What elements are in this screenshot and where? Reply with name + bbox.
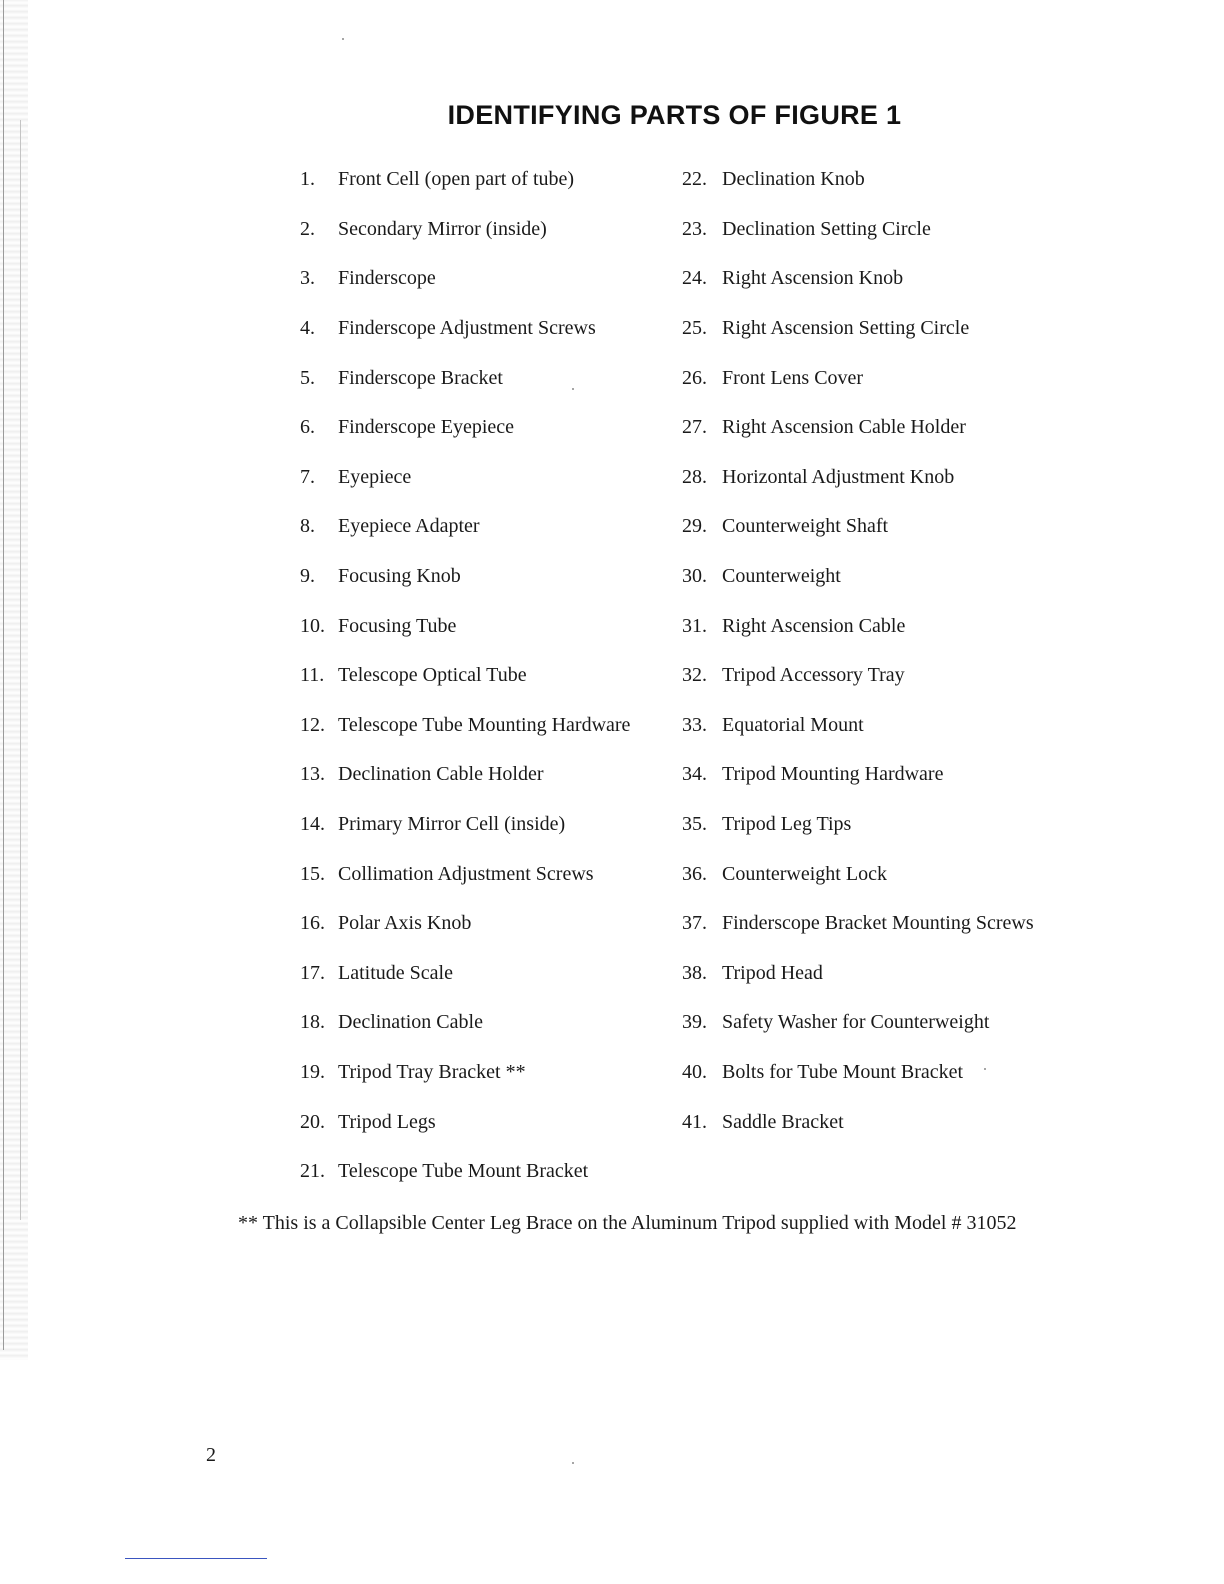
list-item xyxy=(300,601,670,651)
item-number: 2. xyxy=(300,217,315,240)
parts-list-right xyxy=(682,155,1082,1147)
list-item xyxy=(300,1097,670,1147)
bottom-rule xyxy=(125,1558,267,1559)
list-item xyxy=(300,552,670,602)
scan-speck xyxy=(342,38,344,40)
item-number: 29. xyxy=(682,515,707,538)
item-number: 36. xyxy=(682,862,707,885)
item-label: Safety Washer for Counterweight xyxy=(722,1011,990,1034)
item-number: 26. xyxy=(682,366,707,389)
item-label: Declination Setting Circle xyxy=(722,217,931,240)
item-number: 40. xyxy=(682,1060,707,1083)
item-label: Finderscope Eyepiece xyxy=(338,416,515,439)
item-number: 27. xyxy=(682,416,707,439)
item-number: 21. xyxy=(300,1160,325,1183)
item-label: Latitude Scale xyxy=(338,961,453,984)
item-label: Saddle Bracket xyxy=(722,1110,844,1133)
list-item xyxy=(300,304,670,354)
item-label: Right Ascension Setting Circle xyxy=(722,317,970,340)
item-number: 15. xyxy=(300,862,325,885)
item-number: 24. xyxy=(682,267,707,290)
list-item xyxy=(300,651,670,701)
item-number: 28. xyxy=(682,465,707,488)
list-item xyxy=(300,1147,670,1197)
list-item xyxy=(300,750,670,800)
item-label: Counterweight Lock xyxy=(722,862,887,885)
item-label: Focusing Tube xyxy=(338,614,457,637)
list-item xyxy=(682,601,1082,651)
item-number: 33. xyxy=(682,713,707,736)
item-number: 22. xyxy=(682,168,707,191)
item-number: 31. xyxy=(682,614,707,637)
item-number: 12. xyxy=(300,713,325,736)
item-number: 1. xyxy=(300,168,315,191)
scan-edge-artifact xyxy=(0,0,28,1360)
list-item xyxy=(300,849,670,899)
item-number: 5. xyxy=(300,366,315,389)
item-label: Right Ascension Knob xyxy=(722,267,904,290)
item-number: 13. xyxy=(300,763,325,786)
list-item xyxy=(682,205,1082,255)
item-number: 11. xyxy=(300,664,325,687)
item-number: 25. xyxy=(682,317,707,340)
item-label: Tripod Head xyxy=(722,961,823,984)
item-label: Secondary Mirror (inside) xyxy=(338,217,547,240)
item-number: 17. xyxy=(300,961,325,984)
list-item xyxy=(300,353,670,403)
item-label: Tripod Leg Tips xyxy=(722,813,852,836)
item-number: 41. xyxy=(682,1110,707,1133)
list-item xyxy=(300,254,670,304)
list-item xyxy=(682,998,1082,1048)
item-label: Telescope Tube Mount Bracket xyxy=(338,1160,589,1183)
list-item xyxy=(682,1048,1082,1098)
item-number: 39. xyxy=(682,1011,707,1034)
item-label: Telescope Optical Tube xyxy=(338,664,527,687)
item-label: Eyepiece xyxy=(338,465,412,488)
item-number: 6. xyxy=(300,416,315,439)
item-number: 3. xyxy=(300,267,315,290)
list-item xyxy=(300,403,670,453)
item-number: 32. xyxy=(682,664,707,687)
item-label: Declination Knob xyxy=(722,168,865,191)
item-label: Horizontal Adjustment Knob xyxy=(722,465,955,488)
item-number: 30. xyxy=(682,565,707,588)
scan-edge-line xyxy=(20,120,21,1220)
list-item xyxy=(300,998,670,1048)
item-number: 35. xyxy=(682,813,707,836)
list-item xyxy=(682,701,1082,751)
footnote: ** This is a Collapsible Center Leg Brace on the Aluminum Tripod supplied with Model # 31052 xyxy=(238,1212,1017,1234)
item-label: Finderscope xyxy=(338,267,436,290)
item-label: Front Lens Cover xyxy=(722,366,864,389)
item-number: 14. xyxy=(300,813,325,836)
item-number: 10. xyxy=(300,614,325,637)
item-number: 9. xyxy=(300,565,315,588)
list-item xyxy=(682,949,1082,999)
list-item xyxy=(682,651,1082,701)
item-number: 18. xyxy=(300,1011,325,1034)
list-item xyxy=(682,552,1082,602)
item-label: Counterweight Shaft xyxy=(722,515,889,538)
item-label: Finderscope Bracket xyxy=(338,366,503,389)
item-number: 19. xyxy=(300,1060,325,1083)
list-item xyxy=(682,899,1082,949)
page-title: IDENTIFYING PARTS OF FIGURE 1 xyxy=(447,100,902,131)
item-number: 37. xyxy=(682,912,707,935)
item-label: Eyepiece Adapter xyxy=(338,515,480,538)
list-item xyxy=(300,899,670,949)
item-number: 23. xyxy=(682,217,707,240)
item-label: Counterweight xyxy=(722,565,841,588)
item-label: Tripod Mounting Hardware xyxy=(722,763,944,786)
parts-list-left xyxy=(300,155,670,1196)
page-number: 2 xyxy=(206,1444,216,1466)
item-label: Finderscope Adjustment Screws xyxy=(338,317,596,340)
item-label: Primary Mirror Cell (inside) xyxy=(338,813,566,836)
list-item xyxy=(300,1048,670,1098)
item-label: Bolts for Tube Mount Bracket xyxy=(722,1060,964,1083)
list-item xyxy=(300,155,670,205)
item-label: Collimation Adjustment Screws xyxy=(338,862,594,885)
item-label: Declination Cable xyxy=(338,1011,483,1034)
item-number: 8. xyxy=(300,515,315,538)
item-label: Equatorial Mount xyxy=(722,713,864,736)
list-item xyxy=(682,1097,1082,1147)
list-item xyxy=(682,155,1082,205)
list-item xyxy=(682,453,1082,503)
item-label: Tripod Legs xyxy=(338,1110,436,1133)
item-label: Declination Cable Holder xyxy=(338,763,544,786)
item-number: 20. xyxy=(300,1110,325,1133)
list-item xyxy=(682,502,1082,552)
list-item xyxy=(300,800,670,850)
item-number: 38. xyxy=(682,961,707,984)
list-item xyxy=(682,800,1082,850)
list-item xyxy=(682,849,1082,899)
list-item xyxy=(300,502,670,552)
list-item xyxy=(300,205,670,255)
item-label: Right Ascension Cable xyxy=(722,614,906,637)
list-item xyxy=(300,949,670,999)
item-label: Focusing Knob xyxy=(338,565,461,588)
list-item xyxy=(682,254,1082,304)
list-item xyxy=(300,453,670,503)
list-item xyxy=(682,353,1082,403)
item-label: Polar Axis Knob xyxy=(338,912,472,935)
list-item xyxy=(682,403,1082,453)
scan-speck xyxy=(572,1462,574,1464)
item-label: Tripod Accessory Tray xyxy=(722,664,905,687)
item-number: 34. xyxy=(682,763,707,786)
item-number: 7. xyxy=(300,465,315,488)
scan-edge-line xyxy=(3,0,4,1350)
item-label: Finderscope Bracket Mounting Screws xyxy=(722,912,1034,935)
item-number: 16. xyxy=(300,912,325,935)
item-label: Tripod Tray Bracket ** xyxy=(338,1060,526,1083)
item-label: Right Ascension Cable Holder xyxy=(722,416,966,439)
item-number: 4. xyxy=(300,317,315,340)
list-item xyxy=(300,701,670,751)
item-label: Front Cell (open part of tube) xyxy=(338,168,575,191)
list-item xyxy=(682,750,1082,800)
item-label: Telescope Tube Mounting Hardware xyxy=(338,713,631,736)
list-item xyxy=(682,304,1082,354)
